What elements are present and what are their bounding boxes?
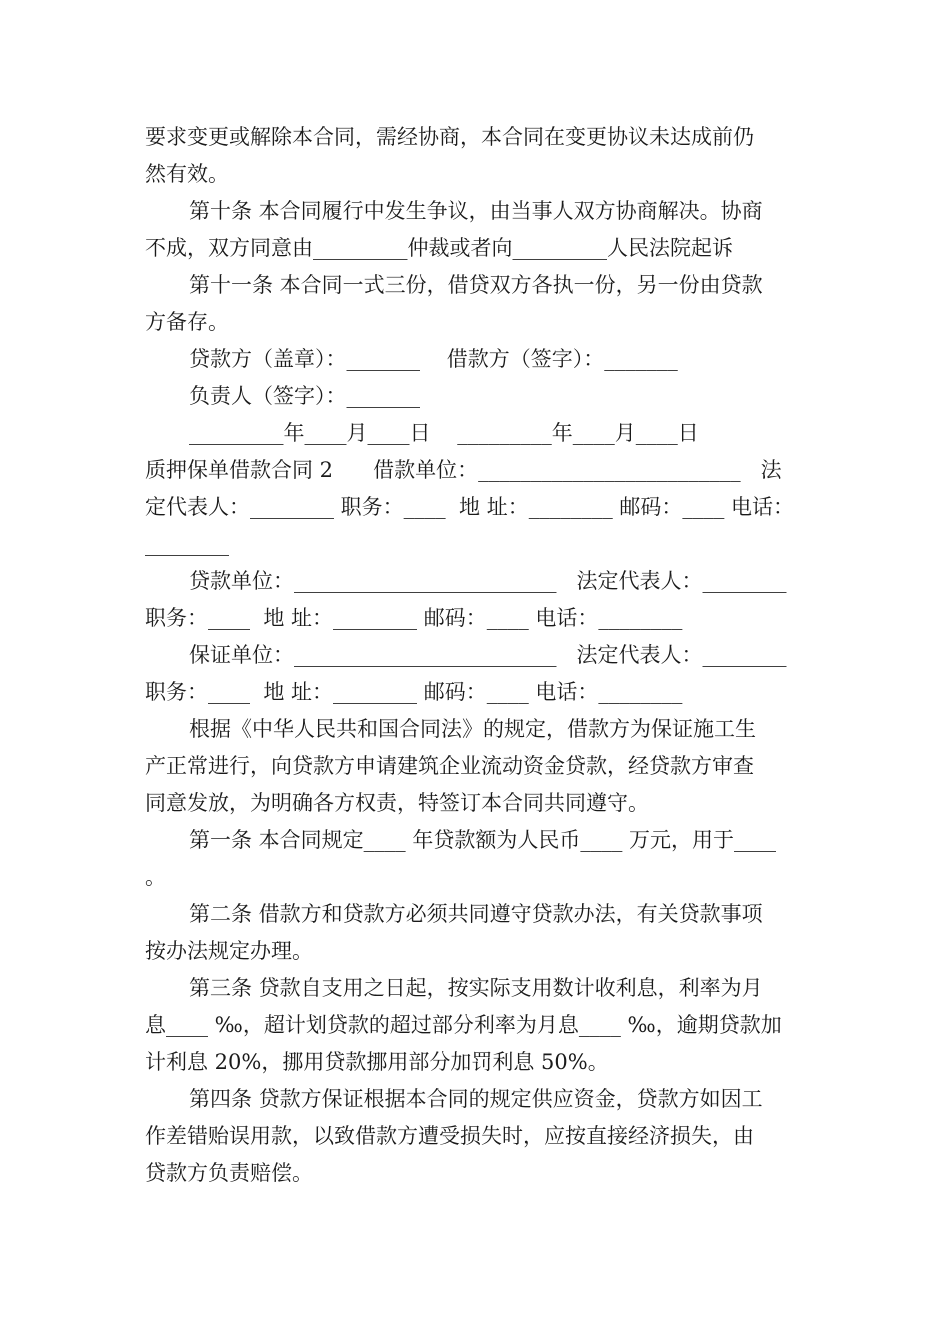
article-10: 第十条 本合同履行中发生争议，由当事人双方协商解决。协商	[189, 199, 763, 223]
text-line: 同意发放，为明确各方权责，特签订本合同共同遵守。	[145, 791, 649, 815]
lender-line: 贷款单位：_________________________ 法定代表人：________	[189, 569, 787, 593]
article-1: 第一条 本合同规定____ 年贷款额为人民币____ 万元，用于____	[189, 828, 777, 852]
article-2: 第二条 借款方和贷款方必须共同遵守贷款办法，有关贷款事项	[189, 902, 763, 926]
text-line: 作差错贻误用款，以致借款方遭受损失时，应按直接经济损失，由	[145, 1124, 754, 1148]
signature-line: 负责人（签字）：_______	[189, 384, 420, 408]
preamble-line: 根据《中华人民共和国合同法》的规定，借款方为保证施工生	[189, 717, 756, 741]
text-line: 按办法规定办理。	[145, 939, 313, 963]
article-11: 第十一条 本合同一式三份，借贷双方各执一份，另一份由贷款	[189, 273, 763, 297]
date-line: _________年____月____日 _________年____月____日	[189, 421, 699, 445]
text-line: 职务：____ 地 址：________ 邮码：____ 电话：________	[145, 680, 683, 704]
article-4: 第四条 贷款方保证根据本合同的规定供应资金，贷款方如因工	[189, 1087, 763, 1111]
guarantor-line: 保证单位：_________________________ 法定代表人：________	[189, 643, 787, 667]
text-line: 息____ ‰，超计划贷款的超过部分利率为月息____ ‰，逾期贷款加	[145, 1013, 782, 1037]
text-line: 计利息 20%，挪用贷款挪用部分加罚利息 50%。	[145, 1050, 609, 1074]
text-line: 要求变更或解除本合同，需经协商，本合同在变更协议未达成前仍	[145, 125, 754, 149]
text-line: 贷款方负责赔偿。	[145, 1161, 313, 1185]
text-line: 产正常进行，向贷款方申请建筑企业流动资金贷款，经贷款方审查	[145, 754, 754, 778]
text-line: 然有效。	[145, 162, 229, 186]
signature-line: 贷款方（盖章）：_______ 借款方（签字）：_______	[189, 347, 678, 371]
text-line: 定代表人：________ 职务：____ 地 址：________ 邮码：____ 电话：	[145, 495, 795, 519]
article-3: 第三条 贷款自支用之日起，按实际支用数计收利息，利率为月	[189, 976, 763, 1000]
contract-title-line: 质押保单借款合同 2 借款单位：_________________________ 法	[145, 458, 782, 482]
text-line: 职务：____ 地 址：________ 邮码：____ 电话：________	[145, 606, 683, 630]
text-line: 方备存。	[145, 310, 229, 334]
text-line: 。	[145, 865, 166, 889]
text-line: 不成，双方同意由_________仲裁或者向_________人民法院起诉	[145, 236, 733, 260]
text-line: ________	[145, 532, 229, 556]
